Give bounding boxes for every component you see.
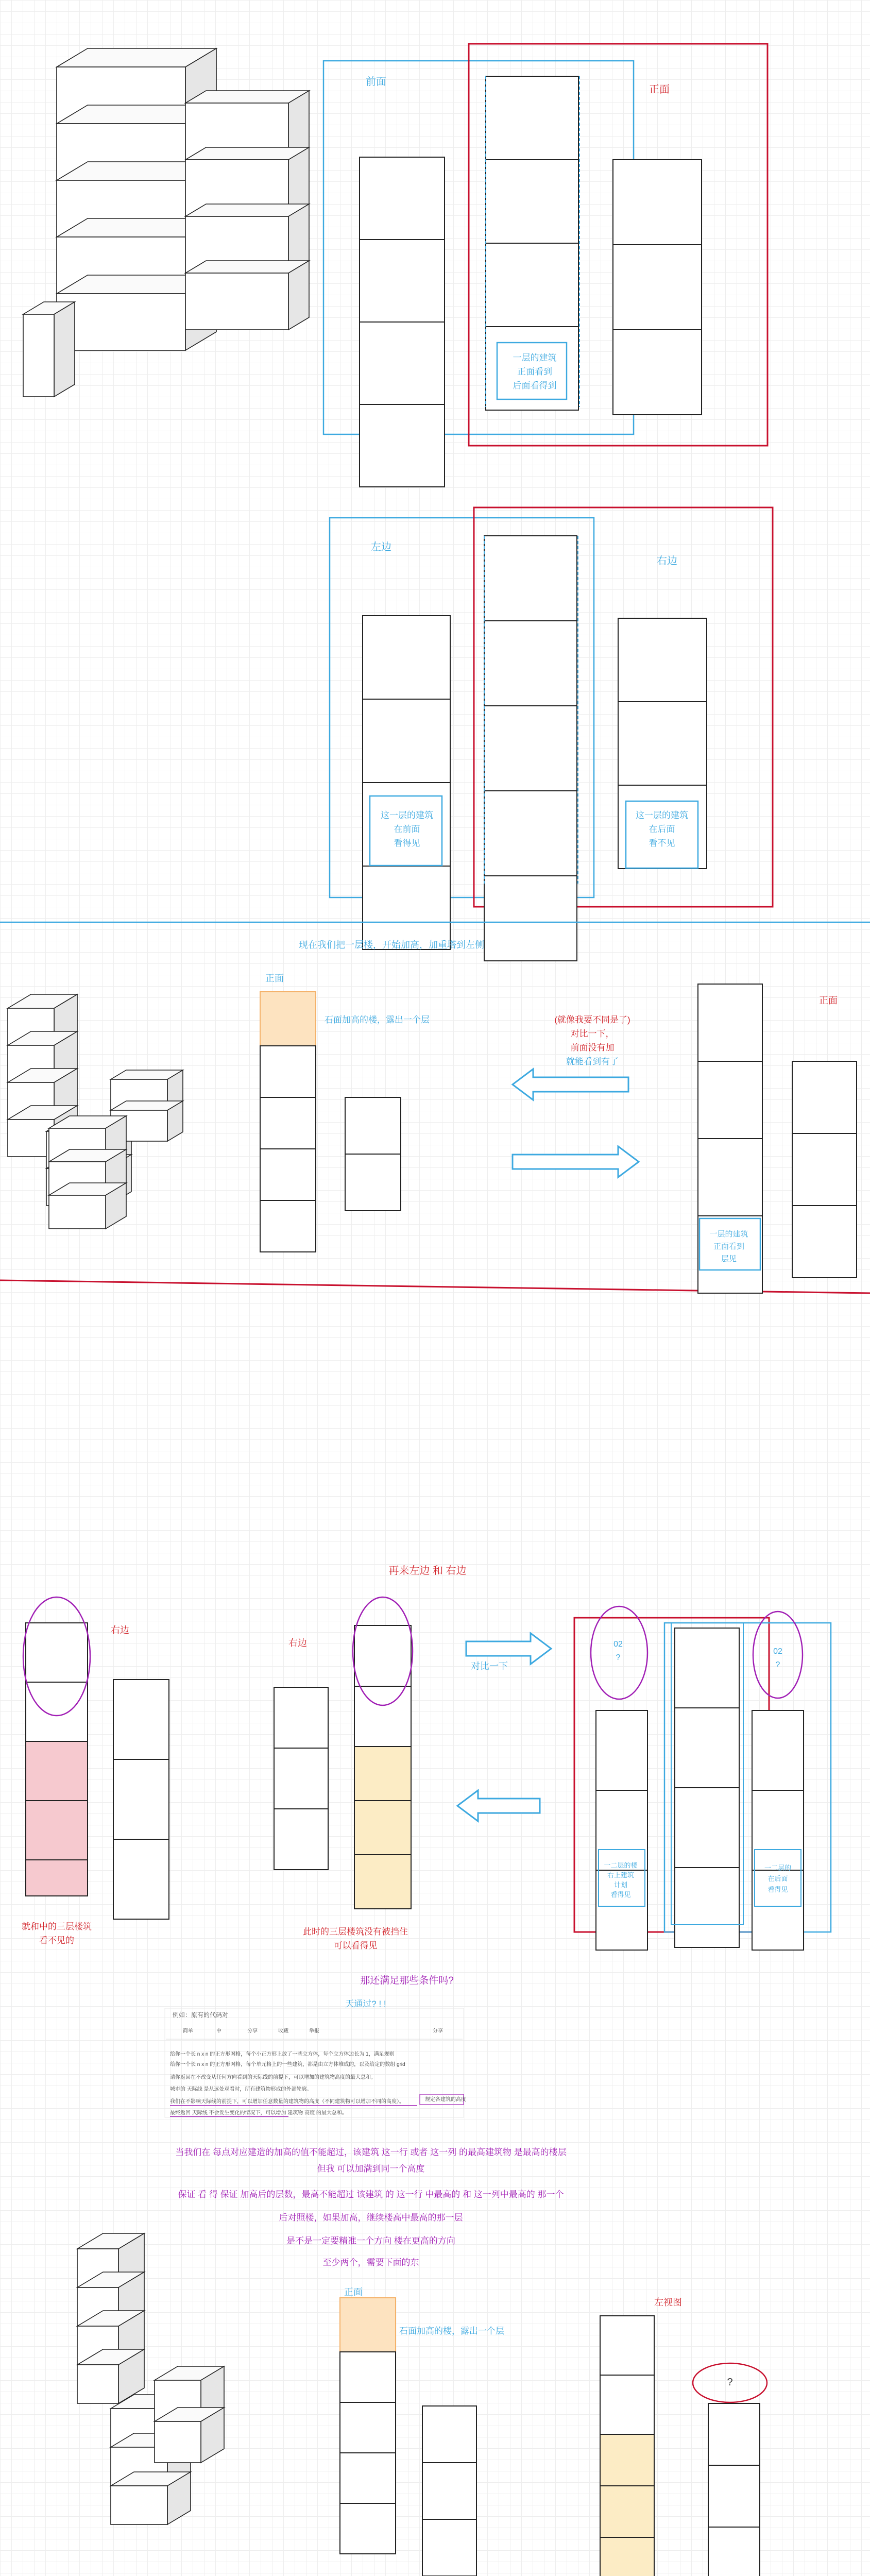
building-floor [360, 322, 445, 404]
building-floor [486, 160, 578, 243]
arrow-left [457, 1790, 540, 1821]
sec4-circle-b-text: ? [775, 1660, 780, 1669]
sec4-note-a-line: 计划 [613, 1881, 628, 1889]
building-floor [26, 1741, 88, 1801]
sec4-circle-a-text: 02 [613, 1640, 623, 1649]
cube-front [77, 2365, 118, 2403]
sec2-note-a-line: 看得见 [394, 838, 420, 848]
sec1-box-b-label: 正面 [649, 84, 670, 95]
sec4-caption-mid: 此时的三层楼筑没有被挡住 [303, 1927, 408, 1937]
building-floor [26, 1860, 88, 1896]
sec4-heading: 再来左边 和 右边 [388, 1565, 467, 1577]
sec6-label-left: 左视图 [654, 2297, 682, 2308]
building-floor [600, 2486, 654, 2537]
sec2-note-b-line: 看不见 [649, 838, 675, 848]
sec3-blue-line: 就能看到有了 [566, 1057, 619, 1066]
sec5-purple-line: 至少两个，需要下面的东 [322, 2258, 419, 2267]
building-floor [618, 618, 707, 702]
sec4-note-a-line: 右上建筑 [607, 1871, 635, 1879]
sec4-caption-left: 就和中的三层楼筑 [22, 1922, 92, 1931]
building-floor [484, 621, 577, 706]
sec3-caption: 石面加高的楼，露出一个层 [325, 1015, 430, 1025]
building-floor [613, 330, 702, 415]
building-floor [363, 699, 450, 783]
building-floor [113, 1680, 169, 1759]
building-floor [422, 2463, 476, 2519]
sec2-note-b-line: 在后面 [649, 824, 675, 834]
building-floor [708, 2403, 760, 2465]
highlight-ellipse [591, 1606, 647, 1699]
doc-highlight: 规定各建筑的高度 [425, 2097, 466, 2103]
building-floor [345, 1154, 401, 1211]
raised-floor [260, 992, 316, 1046]
sec2-box-b-label: 右边 [657, 555, 677, 567]
doc-tab: 举报 [309, 2028, 319, 2034]
sec4-compare: 对比一下 [471, 1661, 508, 1671]
sec1-box-a-label: 前面 [366, 76, 386, 88]
sec5-purple-line: 后对照楼，如果加高，继续楼高中最高的那一层 [279, 2213, 463, 2223]
building-floor [792, 1206, 857, 1278]
building-floor [752, 1710, 804, 1790]
building-floor [274, 1687, 328, 1748]
doc-line: 城市的 天际线 是从远处观看时，所有建筑物形成的外部轮廓。 [170, 2087, 312, 2092]
sec3-label-front: 正面 [265, 973, 284, 984]
sec1-note-line: 正面看到 [517, 367, 552, 377]
doc-tab: 分享 [247, 2028, 258, 2034]
building-floor [26, 1801, 88, 1860]
cube-front [57, 294, 185, 350]
sec4-note-b-line: 在后面 [767, 1875, 788, 1883]
doc-title: 例如：原有的代码对 [173, 2011, 229, 2019]
cube-top [185, 91, 309, 103]
building-floor [618, 702, 707, 785]
sec3-note-line: 一层的建筑 [709, 1230, 748, 1239]
building-floor [792, 1061, 857, 1133]
arrow-left [513, 1069, 628, 1100]
arrow-right [513, 1146, 639, 1177]
building-floor [363, 866, 450, 950]
building-floor [600, 2316, 654, 2375]
building-floor [675, 1708, 739, 1788]
building-floor [484, 791, 577, 876]
sec3-red-line: (就像我要不同是了) [554, 1015, 630, 1025]
building-floor [792, 1133, 857, 1206]
building-floor [600, 2434, 654, 2486]
arrow-right [466, 1633, 551, 1664]
building-floor [484, 876, 577, 961]
cube-side [288, 261, 309, 330]
cube-front [23, 314, 54, 397]
sec3-heading: 现在我们把一层楼，开始加高，加重塔到左侧 [299, 940, 484, 950]
building-floor [484, 536, 577, 621]
building-floor [340, 2352, 396, 2402]
doc-line: 给你一个长 n x n 的正方形网格，每个单元格上的一些建筑，都是由立方体堆成的，以及给定的数组 grid [170, 2062, 405, 2067]
sec1-note-line: 后面看得到 [513, 381, 557, 391]
building-floor [345, 1097, 401, 1154]
building-floor [260, 1200, 316, 1252]
building-floor [354, 1855, 411, 1909]
building-floor [340, 2402, 396, 2453]
sec4-note-a-line: 一二层的楼 [604, 1861, 638, 1869]
sec2-note-a-line: 在前面 [394, 824, 420, 834]
building-floor [752, 1790, 804, 1870]
building-floor [360, 240, 445, 322]
doc-line: 最终返回 天际线 不会发生变化的情况下，可以增加 建筑物 高度 的最大总和。 [170, 2110, 347, 2116]
building-floor [708, 2527, 760, 2576]
building-floor [354, 1686, 411, 1747]
building-floor [26, 1682, 88, 1741]
sec4-label-left: 右边 [111, 1625, 129, 1635]
sec6-question-mark: ? [727, 2377, 733, 2388]
doc-tab: 中 [216, 2028, 221, 2034]
sec5-purple-line: 但我 可以加满到同一个高度 [317, 2164, 425, 2174]
building-floor [486, 76, 578, 160]
sec5-purple-line: 保证 看 得 保证 加高后的层数，最高不能超过 该建筑 的 这一行 中最高的 和 这一列中最高的 那一个 [178, 2190, 564, 2199]
building-floor [113, 1759, 169, 1839]
building-floor [363, 616, 450, 699]
building-floor [340, 2453, 396, 2503]
sec4-caption-mid: 可以看得见 [333, 1941, 378, 1951]
building-floor [360, 157, 445, 240]
building-floor [260, 1046, 316, 1097]
building-floor [698, 984, 762, 1061]
cube-front [185, 273, 288, 330]
building-floor [675, 1628, 739, 1708]
building-floor [675, 1868, 739, 1947]
building-floor [486, 243, 578, 327]
sec3-label-right: 正面 [819, 995, 838, 1006]
building-floor [274, 1809, 328, 1870]
building-floor [708, 2465, 760, 2527]
sec2-note-a-line: 这一层的建筑 [381, 810, 433, 820]
building-floor [260, 1149, 316, 1200]
sec4-note-b-line: 看得见 [767, 1886, 788, 1893]
doc-line: 给你一个长 n x n 的正方形网格，每个小正方形上放了一些立方体，每个立方体边长为 1，满足规则 [170, 2052, 395, 2057]
cube-front [111, 2486, 167, 2524]
sec5-wonder: 天通过? ! ! [345, 1999, 386, 2009]
sec3-note-line: 正面看到 [713, 1242, 745, 1251]
building-floor [274, 1748, 328, 1809]
building-floor [422, 2406, 476, 2463]
problem-document [170, 2011, 466, 2116]
sec2-box-a-label: 左边 [371, 541, 391, 553]
cube-side [54, 302, 75, 397]
building-floor [354, 1801, 411, 1855]
building-floor [596, 1790, 647, 1870]
sec2-note-b-line: 这一层的建筑 [636, 810, 688, 820]
doc-line: 请你返回在不改变从任何方向看到的天际线的前提下，可以增加的建筑物高度的最大总和。 [170, 2075, 376, 2080]
sec3-red-line: 前面没有加 [570, 1043, 615, 1053]
building-floor [613, 245, 702, 330]
building-floor [113, 1839, 169, 1919]
building-floor [698, 1061, 762, 1139]
sec4-label-mid: 右边 [288, 1638, 307, 1648]
building-floor [422, 2519, 476, 2576]
sec4-caption-left: 看不见的 [39, 1936, 74, 1945]
sec1-note-line: 一层的建筑 [513, 353, 557, 363]
building-floor [360, 404, 445, 487]
doc-line: 我们在不影响天际线的前提下，可以增加任意数量的建筑物的高度（不同建筑物可以增加不同的高度）。 [170, 2099, 404, 2105]
sec3-note-line: 层见 [721, 1255, 737, 1263]
doc-tab: 简单 [183, 2028, 193, 2034]
building-floor [600, 2537, 654, 2576]
cube-top [185, 147, 309, 160]
sec5-purple-question: 那还满足那些条件吗? [360, 1975, 454, 1986]
sec5-purple-line: 当我们在 每点对应建造的加高的值不能超过，该建筑 这一行 或者 这一列 的最高建筑物 是最高的楼层 [175, 2147, 567, 2157]
building-floor [26, 1623, 88, 1682]
building-floor [675, 1788, 739, 1868]
sec5-purple-line: 是不是一定要精准一个方向 楼在更高的方向 [286, 2236, 455, 2246]
raised-floor [340, 2298, 396, 2352]
sec4-circle-b-text: 02 [773, 1647, 782, 1656]
cube-front [155, 2421, 201, 2463]
building-floor [600, 2375, 654, 2434]
building-floor [613, 160, 702, 245]
doc-tab: 收藏 [278, 2028, 288, 2034]
building-floor [596, 1710, 647, 1790]
building-floor [484, 706, 577, 791]
sec4-note-a-line: 看得见 [610, 1891, 631, 1899]
building-floor [698, 1139, 762, 1216]
building-floor [354, 1625, 411, 1686]
building-floor [260, 1097, 316, 1149]
cube-front [49, 1195, 106, 1229]
doc-tab: 分享 [433, 2028, 443, 2034]
sec4-circle-a-text: ? [616, 1653, 621, 1662]
cube-top [185, 204, 309, 216]
sec3-red-line: 对比一下， [570, 1029, 615, 1039]
building-floor [354, 1747, 411, 1801]
sec6-label-front: 正面 [344, 2287, 363, 2297]
building-floor [340, 2503, 396, 2554]
sec6-caption: 石面加高的楼，露出一个层 [399, 2326, 504, 2336]
sec4-note-b-line: 一二层的 [764, 1864, 792, 1872]
cube-top [185, 261, 309, 273]
